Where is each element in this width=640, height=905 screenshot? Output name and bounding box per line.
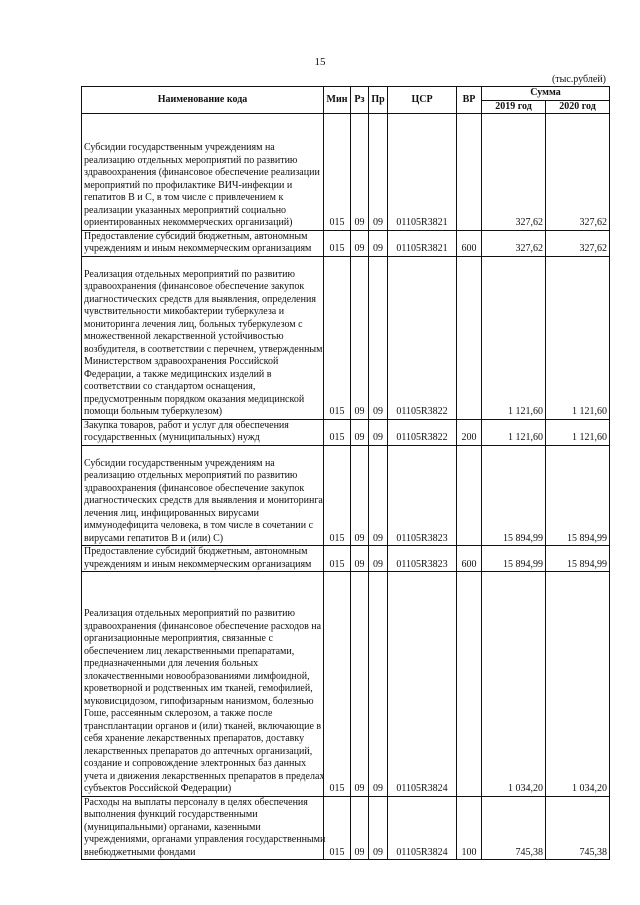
cell-vr <box>457 114 482 231</box>
row-name-line: возбудителя, в соответствии с перечнем, утвержденным <box>84 343 323 355</box>
row-name-line: Реализация отдельных мероприятий по развитию <box>84 608 295 619</box>
row-name-line: соответствии со стандартом оснащения, <box>84 381 256 392</box>
row-name-line: муковисцидозом, гипофизарным нанизмом, болезнью <box>84 695 314 707</box>
cell-rz: 09 <box>351 114 369 231</box>
row-name-line: Субсидии государственным учреждениям на <box>84 457 275 469</box>
cell-vr: 200 <box>457 419 482 445</box>
row-name-line: Федерации, а также медицинских изделий в <box>84 368 272 380</box>
row-name-line: чувствительности микобактерии туберкулеза и <box>84 306 285 317</box>
row-name-line: мониторинга лечения лиц, больных туберкулезом с <box>84 318 303 330</box>
row-name-line: Закупка товаров, работ и услуг для обеспечения <box>84 419 289 431</box>
row-name-line: мероприятий по профилактике ВИЧ-инфекции и <box>84 179 293 191</box>
header-name: Наименование кода <box>82 87 324 114</box>
cell-y2020: 15 894,99 <box>546 546 610 572</box>
cell-pr: 09 <box>369 572 388 797</box>
row-name-line: организационные мероприятия, связанные с <box>84 633 273 644</box>
row-name-line: обеспечением лиц лекарственными препаратами, <box>84 645 295 657</box>
row-name-line: помощи больным туберкулезом) <box>84 406 223 417</box>
cell-min: 015 <box>324 114 351 231</box>
cell-csr: 01105R3822 <box>388 419 457 445</box>
cell-csr: 01105R3821 <box>388 114 457 231</box>
cell-rz: 09 <box>351 230 369 256</box>
cell-min: 015 <box>324 445 351 546</box>
table-row <box>82 419 610 445</box>
cell-vr <box>457 256 482 419</box>
row-name-line: Гоше, рассеянным склерозом, а также после <box>84 708 273 719</box>
row-name-line: (муниципальными) органами, казенными <box>84 821 261 833</box>
row-name-line: лечения лиц, инфицированных вирусами <box>84 507 259 519</box>
row-name-line: Реализация отдельных мероприятий по развитию <box>84 268 295 280</box>
cell-vr <box>457 572 482 797</box>
cell-csr: 01105R3824 <box>388 796 457 860</box>
header-2019: 2019 год <box>482 100 546 114</box>
cell-y2019: 1 034,20 <box>482 572 546 797</box>
row-name-line: злокачественными новообразованиями лимфоидной, <box>84 670 310 682</box>
row-name <box>82 114 324 231</box>
cell-min: 015 <box>324 546 351 572</box>
cell-vr: 600 <box>457 230 482 256</box>
row-name-line: предусмотренным порядком оказания медицинской <box>84 393 305 405</box>
cell-pr: 09 <box>369 546 388 572</box>
row-name-line: Предоставление субсидий бюджетным, автономным <box>84 230 308 242</box>
row-name-line: учреждениям и иным некоммерческим организациям <box>84 243 312 254</box>
row-name <box>82 572 324 797</box>
row-name-line: вирусами гепатитов В и (или) С) <box>84 532 224 544</box>
cell-min: 015 <box>324 796 351 860</box>
row-name-line: иммунодефицита человека, в том числе в сочетании с <box>84 520 314 531</box>
cell-y2019: 15 894,99 <box>482 445 546 546</box>
page-number: 15 <box>314 56 326 68</box>
row-name-line: здравоохранения (финансовое обеспечение реализации <box>84 167 320 178</box>
row-name-line: здравоохранения (финансовое обеспечение расходов на <box>84 620 322 632</box>
table-row <box>82 546 610 572</box>
cell-pr: 09 <box>369 796 388 860</box>
row-name-line: реализацию отдельных мероприятий по развитию <box>84 154 298 166</box>
row-name-line: множественной лекарственной устойчивостью <box>84 331 284 342</box>
row-name-line: создание и сопровождение электронных баз данных <box>84 758 307 769</box>
row-name-line: Расходы на выплаты персоналу в целях обеспечения <box>84 796 308 808</box>
cell-y2019: 327,62 <box>482 230 546 256</box>
cell-vr: 600 <box>457 546 482 572</box>
units-label: (тыс.рублей) <box>551 74 606 85</box>
row-name-line: субъектов Российской Федерации) <box>84 783 232 794</box>
header-sum: Сумма <box>482 87 610 101</box>
row-name-line: трансплантации органов и (или) тканей, включающие в <box>84 720 322 732</box>
cell-min: 015 <box>324 419 351 445</box>
row-name-line: внебюджетными фондами <box>84 846 196 858</box>
row-name-line: предназначенными для лечения больных <box>84 658 259 669</box>
cell-y2020: 327,62 <box>546 114 610 231</box>
cell-rz: 09 <box>351 445 369 546</box>
cell-csr: 01105R3821 <box>388 230 457 256</box>
cell-vr: 100 <box>457 796 482 860</box>
row-name-line: ориентированных некоммерческих организаций) <box>84 217 293 228</box>
row-name <box>82 445 324 546</box>
table-body <box>82 114 610 860</box>
cell-rz: 09 <box>351 796 369 860</box>
row-name-line: диагностических средств для выявления и мониторинга <box>84 495 323 506</box>
row-name <box>82 796 324 860</box>
cell-rz: 09 <box>351 572 369 797</box>
cell-rz: 09 <box>351 546 369 572</box>
row-name-line: Предоставление субсидий бюджетным, автономным <box>84 546 308 557</box>
cell-min: 015 <box>324 256 351 419</box>
row-name-line: здравоохранения (финансовое обеспечение закупок <box>84 281 305 292</box>
table-row <box>82 572 610 797</box>
cell-csr: 01105R3824 <box>388 572 457 797</box>
header-2020: 2020 год <box>546 100 610 114</box>
cell-y2020: 745,38 <box>546 796 610 860</box>
row-name-line: выполнения функций государственными <box>84 809 258 820</box>
row-name <box>82 546 324 572</box>
row-name <box>82 230 324 256</box>
cell-y2020: 1 121,60 <box>546 419 610 445</box>
cell-csr: 01105R3823 <box>388 546 457 572</box>
row-name-line: здравоохранения (финансовое обеспечение закупок <box>84 482 305 494</box>
cell-min: 015 <box>324 572 351 797</box>
header-pr: Пр <box>369 87 388 114</box>
cell-y2020: 1 034,20 <box>546 572 610 797</box>
row-name-line: кроветворной и родственных им тканей, гемофилией, <box>84 683 313 694</box>
header-csr: ЦСР <box>388 87 457 114</box>
cell-y2020: 1 121,60 <box>546 256 610 419</box>
header-rz: Рз <box>351 87 369 114</box>
cell-pr: 09 <box>369 114 388 231</box>
row-name-line: лекарственных препаратов до аптечных организаций, <box>84 745 313 757</box>
row-name <box>82 256 324 419</box>
cell-rz: 09 <box>351 256 369 419</box>
cell-csr: 01105R3822 <box>388 256 457 419</box>
row-name-line: учета и движения лекарственных препаратов в пределах <box>84 770 325 782</box>
cell-y2019: 745,38 <box>482 796 546 860</box>
row-name-line: реализацию отдельных мероприятий по развитию <box>84 470 298 481</box>
row-name <box>82 419 324 445</box>
row-name-line: диагностических средств для выявления, определения <box>84 293 316 305</box>
row-name-line: гепатитов В и С, в том числе с привлечением к <box>84 192 284 203</box>
cell-vr <box>457 445 482 546</box>
cell-pr: 09 <box>369 256 388 419</box>
table-row <box>82 445 610 546</box>
row-name-line: Субсидии государственным учреждениям на <box>84 142 275 153</box>
row-name-line: учреждениями, органами управления государственными <box>84 834 326 845</box>
cell-rz: 09 <box>351 419 369 445</box>
table-row <box>82 230 610 256</box>
header-vr: ВР <box>457 87 482 114</box>
cell-pr: 09 <box>369 230 388 256</box>
row-name-line: государственных (муниципальных) нужд <box>84 432 260 443</box>
row-name-line: Министерством здравоохранения Российской <box>84 356 279 367</box>
cell-min: 015 <box>324 230 351 256</box>
table-row <box>82 796 610 860</box>
cell-pr: 09 <box>369 419 388 445</box>
cell-csr: 01105R3823 <box>388 445 457 546</box>
cell-y2020: 15 894,99 <box>546 445 610 546</box>
row-name-line: реализации указанных мероприятий социально <box>84 204 287 216</box>
cell-pr: 09 <box>369 445 388 546</box>
header-min: Мин <box>324 87 351 114</box>
row-name-line: учреждениям и иным некоммерческим организациям <box>84 558 312 570</box>
cell-y2020: 327,62 <box>546 230 610 256</box>
row-name-line: себя хранение лекарственных препаратов, доставку <box>84 733 305 744</box>
cell-y2019: 1 121,60 <box>482 256 546 419</box>
table-row <box>82 256 610 419</box>
table-row <box>82 114 610 231</box>
cell-y2019: 15 894,99 <box>482 546 546 572</box>
cell-y2019: 327,62 <box>482 114 546 231</box>
cell-y2019: 1 121,60 <box>482 419 546 445</box>
budget-table <box>81 86 610 860</box>
